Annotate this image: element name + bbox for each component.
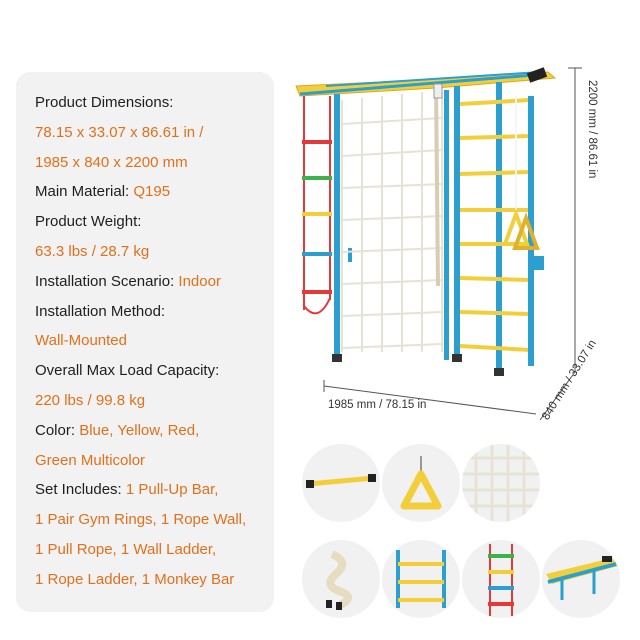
spec-value: Q195 [133,183,171,201]
spec-value: 1985 x 840 x 2200 mm [35,153,188,171]
thumbnail-pull-up-bar [302,444,380,522]
spec-value: Wall-Mounted [35,332,127,350]
spec-line [35,565,275,595]
thumbnail-pull-rope [302,540,380,618]
height-dimension-label: 2200 mm / 86.61 in [586,80,598,179]
gym-ring-icon [382,444,460,522]
pull-rope-icon [302,540,380,618]
thumbnail-monkey-bar [542,540,620,618]
spec-line [35,177,275,207]
pull-up-bar-icon [302,444,380,522]
pull-rope [436,84,438,286]
spec-line [35,207,275,237]
spec-value: 78.15 x 33.07 x 86.61 in / [35,123,204,141]
monkey-bar-frame [296,67,555,96]
spec-line [35,118,275,148]
spec-value: Green Multicolor [35,451,146,469]
spec-label: Installation Scenario: [35,272,179,290]
spec-value: Blue, Yellow, Red, [79,421,200,439]
rope-wall-icon [462,444,540,522]
spec-line [35,148,275,178]
thumbnail-gym-ring [382,444,460,522]
spec-line [35,326,275,356]
spec-line [35,535,275,565]
spec-value: 220 lbs / 99.8 kg [35,391,146,409]
rope-ladder-icon [462,540,540,618]
width-dimension-label: 1985 mm / 78.15 in [328,399,427,411]
spec-value: 1 Pull-Up Bar, [125,481,219,499]
spec-line [35,356,275,386]
spec-label: Installation Method: [35,302,166,320]
spec-line [35,267,275,297]
thumbnail-rope-wall [462,444,540,522]
spec-line [35,88,275,118]
spec-line [35,505,275,535]
spec-value: 63.3 lbs / 28.7 kg [35,242,150,260]
depth-dimension-label: 840 mm / 33.07 in [540,337,599,423]
wall-ladder-icon [382,540,460,618]
rope-net [342,92,442,352]
spec-value: Indoor [178,272,221,290]
spec-label: Product Weight: [35,213,142,231]
spec-label: Overall Max Load Capacity: [35,362,220,380]
rope-ladder [302,96,332,313]
spec-value: 1 Pair Gym Rings, 1 Rope Wall, [35,511,247,529]
spec-label: Color: [35,421,80,439]
thumbnail-wall-ladder [382,540,460,618]
spec-label: Set Includes: [35,481,126,499]
spec-list [35,88,275,595]
spec-line [35,297,275,327]
spec-value: 1 Rope Ladder, 1 Monkey Bar [35,570,235,588]
spec-line [35,386,275,416]
monkey-bar-icon [542,540,620,618]
thumbnail-rope-ladder [462,540,540,618]
spec-line [35,416,275,446]
spec-label: Product Dimensions: [35,94,174,111]
spec-line [35,475,275,505]
spec-line [35,237,275,267]
spec-label: Main Material: [35,183,134,201]
spec-value: 1 Pull Rope, 1 Wall Ladder, [35,540,217,558]
spec-line [35,446,275,476]
